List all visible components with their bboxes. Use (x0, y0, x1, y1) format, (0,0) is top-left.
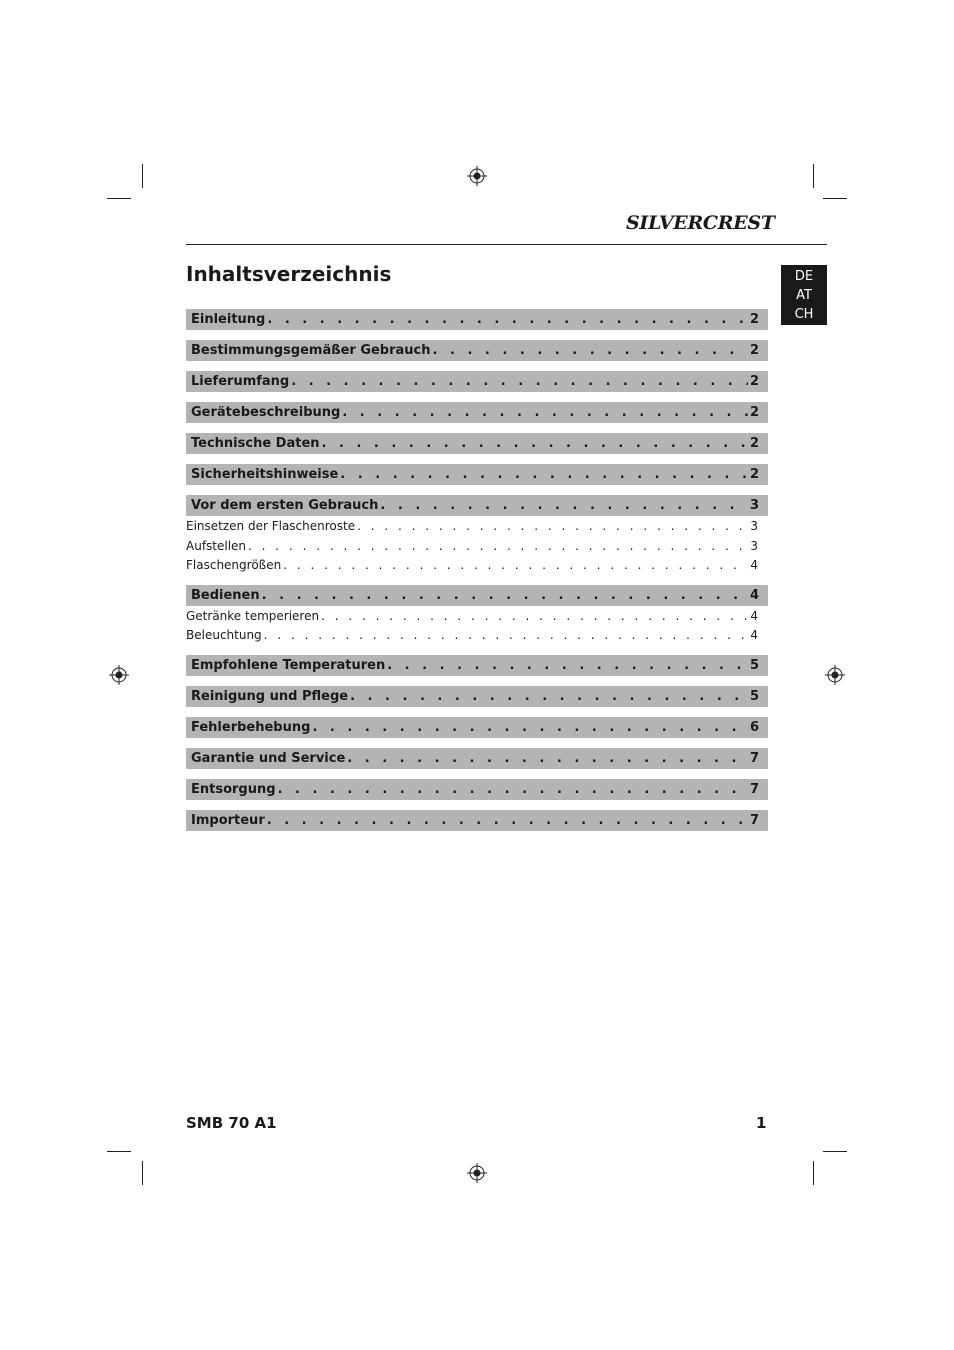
toc-entry-page: 3 (750, 519, 758, 533)
toc-subsection-row[interactable] (186, 626, 758, 644)
toc-entry-label: Lieferumfang (191, 374, 290, 389)
toc-section-row[interactable] (186, 402, 768, 423)
toc-entry-label: Vor dem ersten Gebrauch (191, 498, 379, 513)
toc-dot-leader (262, 588, 748, 603)
toc-section-row[interactable] (186, 717, 768, 738)
toc-section-row[interactable] (186, 464, 768, 485)
toc-section-row[interactable] (186, 433, 768, 454)
toc-entry-page: 4 (750, 628, 758, 642)
toc-entry-label: Reinigung und Pflege (191, 689, 349, 704)
toc-entry-page: 2 (749, 467, 759, 482)
header-divider (186, 244, 827, 245)
toc-entry-label: Sicherheitshinweise (191, 467, 339, 482)
toc-entry-page: 7 (749, 813, 759, 828)
language-code: AT (796, 287, 812, 303)
toc-dot-leader (321, 609, 748, 623)
toc-entry-label: Empfohlene Temperaturen (191, 658, 386, 673)
toc-entry-label: Einsetzen der Flaschenroste (186, 519, 356, 533)
toc-dot-leader (433, 343, 748, 358)
toc-entry-label: Gerätebeschreibung (191, 405, 341, 420)
toc-entry-label: Aufstellen (186, 539, 247, 553)
toc-dot-leader (267, 312, 748, 327)
toc-section-row[interactable] (186, 655, 768, 676)
language-code: DE (794, 268, 814, 284)
page-title: Inhaltsverzeichnis (186, 262, 392, 286)
registration-mark-icon (825, 665, 845, 685)
toc-dot-leader (267, 813, 748, 828)
toc-entry-label: Fehlerbehebung (191, 720, 311, 735)
crop-mark-top-right-vertical (813, 164, 814, 188)
toc-entry-page: 4 (750, 609, 758, 623)
toc-entry-page: 4 (749, 588, 759, 603)
crop-mark-top-left-horizontal (107, 198, 131, 199)
toc-section-row[interactable] (186, 810, 768, 831)
toc-section-row[interactable] (186, 779, 768, 800)
toc-dot-leader (347, 751, 748, 766)
crop-mark-bottom-right-vertical (813, 1161, 814, 1185)
toc-dot-leader (312, 720, 748, 735)
toc-entry-label: Bestimmungsgemäßer Gebrauch (191, 343, 431, 358)
toc-entry-label: Importeur (191, 813, 265, 828)
toc-section-row[interactable] (186, 686, 768, 707)
model-number: SMB 70 A1 (186, 1114, 277, 1132)
toc-section-row[interactable] (186, 371, 768, 392)
toc-subsection-row[interactable] (186, 517, 758, 535)
toc-entry-label: Einleitung (191, 312, 266, 327)
toc-entry-page: 2 (749, 436, 759, 451)
toc-subsection-row[interactable] (186, 607, 758, 625)
toc-entry-label: Beleuchtung (186, 628, 262, 642)
toc-entry-label: Bedienen (191, 588, 260, 603)
toc-dot-leader (291, 374, 748, 389)
toc-entry-page: 6 (749, 720, 759, 735)
registration-mark-icon (467, 1163, 487, 1183)
toc-section-row[interactable] (186, 495, 768, 516)
toc-entry-page: 2 (749, 405, 759, 420)
toc-dot-leader (264, 628, 749, 642)
toc-subsection-row[interactable] (186, 537, 758, 555)
crop-mark-bottom-right-horizontal (823, 1151, 847, 1152)
toc-dot-leader (278, 782, 748, 797)
toc-entry-label: Entsorgung (191, 782, 276, 797)
toc-dot-leader (248, 539, 748, 553)
toc-section-row[interactable] (186, 585, 768, 606)
toc-subsection-row[interactable] (186, 556, 758, 574)
toc-entry-page: 3 (749, 498, 759, 513)
brand-logo: SILVERCREST (626, 212, 775, 234)
language-code: CH (794, 306, 814, 322)
toc-entry-label: Technische Daten (191, 436, 320, 451)
page-number: 1 (756, 1114, 767, 1132)
toc-section-row[interactable] (186, 748, 768, 769)
crop-mark-bottom-left-horizontal (107, 1151, 131, 1152)
toc-entry-page: 5 (749, 689, 759, 704)
crop-mark-top-right-horizontal (823, 198, 847, 199)
toc-entry-label: Garantie und Service (191, 751, 346, 766)
toc-section-row[interactable] (186, 309, 768, 330)
toc-dot-leader (342, 405, 748, 420)
toc-dot-leader (350, 689, 748, 704)
toc-entry-label: Flaschengrößen (186, 558, 282, 572)
toc-entry-page: 5 (749, 658, 759, 673)
toc-entry-page: 7 (749, 751, 759, 766)
toc-dot-leader (380, 498, 748, 513)
toc-entry-page: 2 (749, 374, 759, 389)
toc-entry-label: Getränke temperieren (186, 609, 320, 623)
registration-mark-icon (467, 166, 487, 186)
toc-entry-page: 3 (750, 539, 758, 553)
toc-dot-leader (283, 558, 748, 572)
toc-dot-leader (340, 467, 748, 482)
language-tab (781, 265, 827, 325)
toc-section-row[interactable] (186, 340, 768, 361)
toc-dot-leader (357, 519, 748, 533)
registration-mark-icon (109, 665, 129, 685)
crop-mark-top-left-vertical (142, 164, 143, 188)
crop-mark-bottom-left-vertical (142, 1161, 143, 1185)
toc-dot-leader (322, 436, 748, 451)
toc-entry-page: 7 (749, 782, 759, 797)
toc-entry-page: 4 (750, 558, 758, 572)
toc-dot-leader (387, 658, 748, 673)
toc-entry-page: 2 (749, 312, 759, 327)
toc-entry-page: 2 (749, 343, 759, 358)
